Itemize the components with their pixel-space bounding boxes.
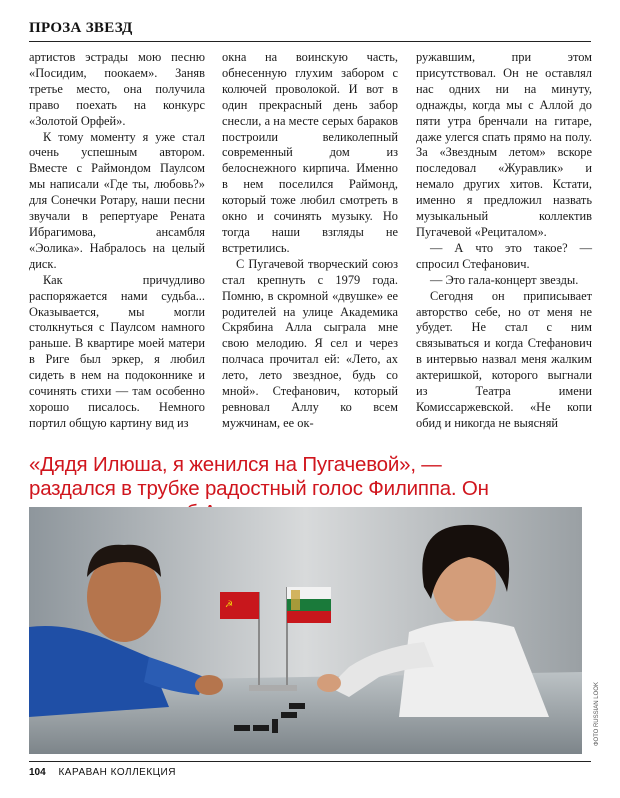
paragraph: К тому моменту я уже стал очень успешным автором. Вместе с Раймондом Паулсом мы написали «Где ты, любовь?» для Сонечки Ротару, наши песни звучали в репертуаре Рената Ибрагимова, ансамбля «Эолика». Набралось на целый диск. — [29, 129, 205, 271]
header-rule — [29, 41, 591, 42]
text-column-2 — [222, 50, 398, 432]
paragraph: Как причудливо распоряжается нами судьба... Оказывается, мы могли столкнуться с Паулсом намного раньше. В квартире моей матери в Риге был эркер, я любил сидеть в нем на подоконнике и сочинять стихи — там особенно хорошо писалось. Немного портил общую картину вид из — [29, 272, 205, 430]
paragraph: — А что это такое? — спросил Стефанович. — [416, 240, 592, 271]
section-title: ПРОЗА ЗВЕЗД — [29, 20, 133, 36]
photo-credit — [592, 680, 602, 750]
page-footer — [29, 767, 176, 778]
paragraph: окна на воинскую часть, обнесенную глухим забором с колючей проволокой. И вот в один прекрасный день забор снесли, а на месте серых бараков построили великолепный современный дом из белоснежного кирпича. Именно в нем поселился Раймонд, который тоже любил смотреть в окно и сочинять музыку. Но тогда наши взгляды не встретились. — [222, 50, 398, 255]
photo-credit-text: ФОТО RUSSIAN LOOK — [594, 682, 600, 746]
paragraph: Сегодня он приписывает авторство себе, но от меня не убудет. Не стал с ним связываться и когда Стефанович в интервью назвал меня жалким актеришкой, которого выгнали из Театра имени Комиссаржевской. «Не копи обид и никогда не выясняй — [416, 288, 592, 430]
text-column-1 — [29, 50, 205, 432]
paragraph: ружавшим, при этом присутствовал. Он не оставлял нас одних ни на минуту, однажды, когда мы с Аллой до пяти утра бренчали на гитаре, даже улегся спать прямо на полу. За «Звездным летом» вскоре последовал «Журавлик» и немало других хитов. Кстати, именно я предложил назвать музыкальный коллектив Пугачевой «Рециталом». — [416, 50, 592, 239]
text-column-3 — [416, 50, 592, 432]
svg-text:☭: ☭ — [225, 600, 234, 610]
paragraph: С Пугачевой творческий союз стал крепнуть с 1979 года. Помню, в скромной «двушке» ее родителей на улице Академика Скрябина Алла сыграла мне свою мелодию. Я сел и через полчаса прочитал ей: «Лето, ах лето, лето звездное, будь со мной». Стефанович, который ревновал Аллу ко всем мужчинам, ее ок- — [222, 256, 398, 430]
footer-rule — [29, 761, 591, 762]
magazine-name: КАРАВАН КОЛЛЕКЦИЯ — [58, 767, 176, 778]
page-number: 104 — [29, 767, 46, 778]
paragraph: артистов эстрады мою песню «Посидим, поокаем». Заняв третье место, она получила право поехать на конкурс «Золотой Орфей». — [29, 50, 205, 128]
paragraph: — Это гала-концерт звезды. — [430, 272, 579, 287]
photo-arm-wrestling — [29, 507, 582, 754]
pull-quote-line: «Дядя Илюша, я женился на Пугачевой», — — [29, 453, 442, 476]
pull-quote-line: раздался в трубке радостный голос Филиппа. Он — [29, 477, 489, 500]
